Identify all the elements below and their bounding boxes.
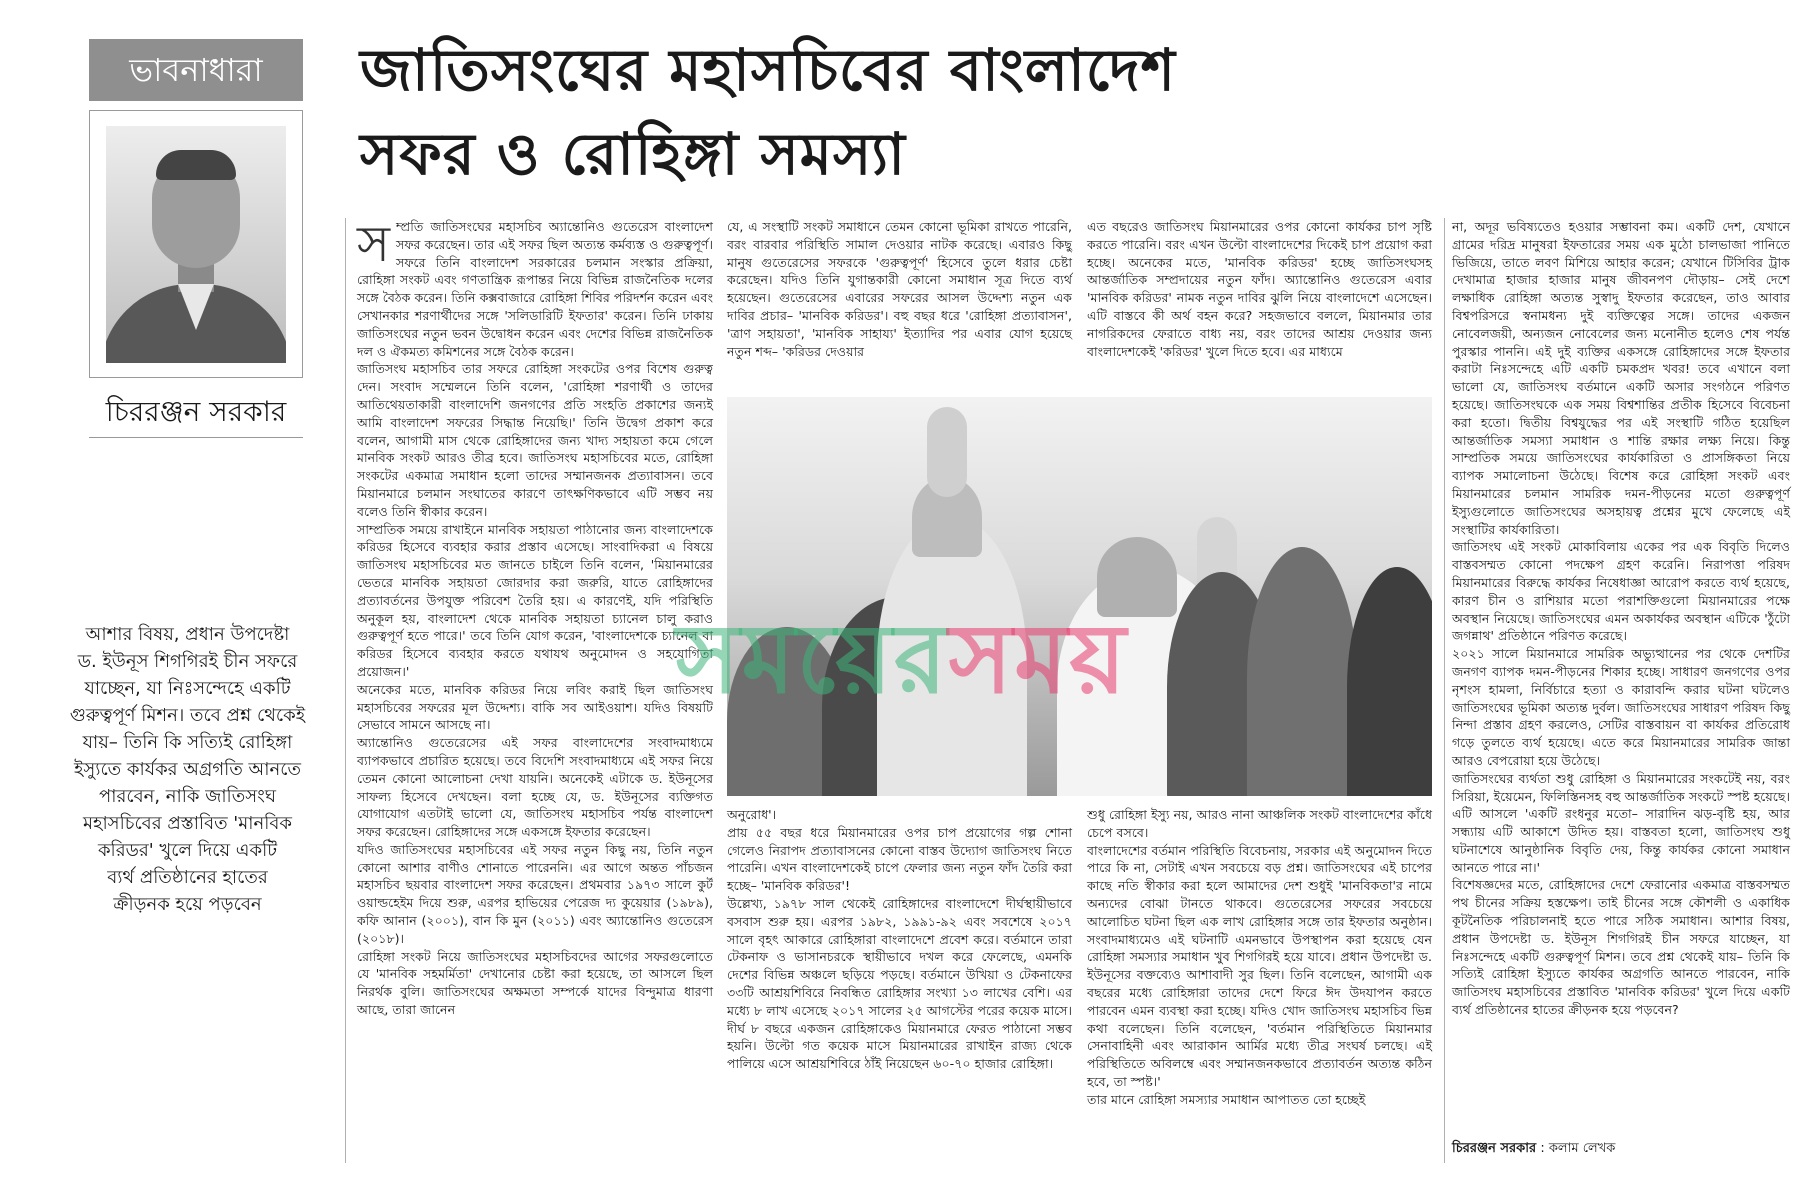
pull-quote [60,621,315,918]
pull-quote-line: মহাসচিবের প্রস্তাবিত 'মানবিক [83,813,292,834]
paragraph: এত বছরেও জাতিসংঘ মিয়ানমারের ওপর কোনো কার্যকর চাপ সৃষ্টি করতে পারেনি। বরং এখন উল্টো বাংলাদেশের দিকেই চাপ প্রয়োগ করা হচ্ছে। অনেকের মতে, 'মানবিক করিডর' হচ্ছে জাতিসংঘসহ আন্তর্জাতিক সম্প্রদায়ের নতুন ফাঁদ। অ্যান্তোনিও গুতেরেস এবার 'মানবিক করিডর' নামক নতুন দাবির ঝুলি নিয়ে বাংলাদেশে এসেছেন। এটি বাস্তবে কী অর্থ বহন করে? সহজভাবে বললে, মিয়ানমার তার নাগরিকদের ফেরাতে বাধ্য নয়, বরং তাদের আশ্রয় দেওয়ার জন্য বাংলাদেশকেই 'করিডর' খুলে দিতে হবে। এর মাধ্যমে [1087,219,1432,359]
pull-quote-line: যায়– তিনি কি সত্যিই রোহিঙ্গা [82,732,293,753]
paragraph: যে, এ সংস্থাটি সংকট সমাধানে তেমন কোনো ভূমিকা রাখতে পারেনি, বরং বারবার পরিস্থিতি সামাল দেওয়ার নাটক করেছে। এবারও কিছু মানুষ গুতেরেসের সফরকে 'গুরুত্বপূর্ণ' হিসেবে তুলে ধরার চেষ্টা করেছেন। যদিও তিনি যুগান্তকারী কোনো সমাধান সূত্র দিতে ব্যর্থ হয়েছেন। গুতেরেসের এবারের সফরের আসল উদ্দেশ্য নতুন এক দাবির প্রচার– 'মানবিক করিডর'। বহু বছর ধরে 'রোহিঙ্গা প্রত্যাবাসন', 'ত্রাণ সহায়তা', 'মানবিক সাহায্য' ইত্যাদির পর এবার যোগ হয়েছে নতুন শব্দ– 'করিডর দেওয়ার [727,219,1072,359]
paragraph: জাতিসংঘের ব্যর্থতা শুধু রোহিঙ্গা ও মিয়ানমারের সংকটেই নয়, বরং সিরিয়া, ইয়েমেন, ফিলিস্তিনসহ বহু আন্তর্জাতিক সংকটে স্পষ্ট হয়েছে। এটি আসলে 'একটি রংধনুর মতো– সারাদিন ঝড়-বৃষ্টি হয়, আর সন্ধ্যায় এটি আকাশে উদিত হয়। বাস্তবতা হলো, জাতিসংঘ শুধু ঘটনাশেষে আনুষ্ঠানিক বিবৃতি দেয়, কিন্তু কার্যকর কোনো সমাধান আনতে পারে না।' [1452,770,1790,875]
paragraph: অনুরোধ'। [727,807,777,822]
paragraph: প্রায় ৫৫ বছর ধরে মিয়ানমারের ওপর চাপ প্রয়োগের গল্প শোনা গেলেও নিরাপদ প্রত্যাবাসনের কোনো বাস্তব উদ্যোগ জাতিসংঘ নিতে পারেনি। এখন বাংলাদেশকেই চাপে ফেলার জন্য নতুন ফাঁদ তৈরি করা হচ্ছে– 'মানবিক করিডর'! [727,824,1072,894]
paragraph: জাতিসংঘ এই সংকট মোকাবিলায় একের পর এক বিবৃতি দিলেও বাস্তবসম্মত কোনো পদক্ষেপ গ্রহণ করেনি। নিরাপত্তা পরিষদ মিয়ানমারের বিরুদ্ধে কার্যকর নিষেধাজ্ঞা আরোপ করতে ব্যর্থ হয়েছে, কারণ চীন ও রাশিয়ার মতো পরাশক্তিগুলো মিয়ানমারের পক্ষে অবস্থান নিয়েছে। জাতিসংঘের এমন অকার্যকর অবস্থান এটিকে 'ঠুঁটো জগন্নাথ' প্রতিষ্ঠানে পরিণত করেছে। [1452,539,1790,644]
paragraph: শুধু রোহিঙ্গা ইস্যু নয়, আরও নানা আঞ্চলিক সংকট বাংলাদেশের কাঁধে চেপে বসবে। [1087,807,1432,840]
paragraph: অ্যান্তোনিও গুতেরেসের এই সফর বাংলাদেশের সংবাদমাধ্যমে ব্যাপকভাবে প্রচারিত হয়েছে। তবে বিদেশি সংবাদমাধ্যমে এই সফর নিয়ে তেমন কোনো আলোচনা দেখা যায়নি। অনেকেই এটাকে ড. ইউনূসের সাফল্য হিসেবে দেখছেন। বলা হচ্ছে যে, ড. ইউনূসের ব্যক্তিগত যোগাযোগ এতটাই ভালো যে, জাতিসংঘ মহাসচিব পর্যন্ত বাংলাদেশ সফর করেছেন। রোহিঙ্গাদের সঙ্গে একসঙ্গে ইফতার করেছেন। [357,735,713,840]
pull-quote-line: ইস্যুতে কার্যকর অগ্রগতি আনতে [73,759,302,780]
pull-quote-line: ড. ইউনূস শিগগিরই চীন সফরে [77,651,298,672]
paragraph: বাংলাদেশের বর্তমান পরিস্থিতি বিবেচনায়, সরকার এই অনুমোদন দিতে পারে কি না, সেটাই এখন সবচেয়ে বড় প্রশ্ন। জাতিসংঘের এই চাপের কাছে নতি স্বীকার করা হলে আমাদের দেশ শুধুই 'মানবিকতা'র নামে অন্যদের বোঝা টানতে থাকবে। গুতেরেসের সফরের সবচেয়ে আলোচিত ঘটনা ছিল এক লাখ রোহিঙ্গার সঙ্গে তার ইফতার অনুষ্ঠান। সংবাদমাধ্যমেও এই ঘটনাটি এমনভাবে উপস্থাপন করা হয়েছে যেন রোহিঙ্গা সমস্যার সমাধান খুব শিগগিরই হয়ে যাবে। প্রধান উপদেষ্টা ড. ইউনূসের বক্তব্যেও আশাবাদী সুর ছিল। তিনি বলেছেন, আগামী এক বছরের মধ্যে রোহিঙ্গারা তাদের দেশে ফিরে ঈদ উদযাপন করতে পারবেন এমন ব্যবস্থা করা হচ্ছে। যদিও খোদ জাতিসংঘ মহাসচিব ভিন্ন কথা বলেছেন। তিনি বলেছেন, 'বর্তমান পরিস্থিতিতে মিয়ানমার সেনাবাহিনী এবং আরাকান আর্মির মধ্যে তীব্র সংঘর্ষ চলছে। এই পরিস্থিতিতে অবিলম্বে এবং সম্মানজনকভাবে প্রত্যাবর্তন অত্যন্ত কঠিন হবে, তা স্পষ্ট।' [1087,842,1432,1089]
pull-quote-line: ক্রীড়নক হয়ে পড়বেন [113,894,262,915]
drop-cap: স [357,215,391,273]
signoff-role: : কলাম লেখক [1540,1141,1616,1156]
paragraph: অনেকের মতে, মানবিক করিডর নিয়ে লবিং করাই ছিল জাতিসংঘ মহাসচিবের সফরের মূল উদ্দেশ্য। বাকি সব আইওয়াশ। যদিও বিষয়টি সেভাবে সামনে আসছে না। [357,681,713,733]
newspaper-watermark [472,585,1332,746]
paragraph: উল্লেখ্য, ১৯৭৮ সাল থেকেই রোহিঙ্গাদের বাংলাদেশে দীর্ঘস্থায়ীভাবে বসবাস শুরু হয়। এরপর ১৯৮২, ১৯৯১-৯২ এবং সবশেষে ২০১৭ সালে বৃহৎ আকারে রোহিঙ্গারা বাংলাদেশে প্রবেশ করে। বর্তমানে তারা টেকনাফ ও ভাসানচরকে স্থায়ীভাবে দখল করে ফেলেছে, এমনকি দেশের বিভিন্ন অঞ্চলে ছড়িয়ে পড়ছে। বর্তমানে উখিয়া ও টেকনাফের ৩৩টি আশ্রয়শিবিরে নিবন্ধিত রোহিঙ্গার সংখ্যা ১৩ লাখের বেশি। এর মধ্যে ৮ লাখ এসেছে ২০১৭ সালের ২৫ আগস্টের পরের কয়েক মাসে। দীর্ঘ ৮ বছরে একজন রোহিঙ্গাকেও মিয়ানমারে ফেরত পাঠানো সম্ভব হয়নি। উল্টো গত কয়েক মাসে মিয়ানমারের রাখাইন রাজ্য থেকে পালিয়ে এসে আশ্রয়শিবিরে ঠাঁই নিয়েছেন ৬০-৭০ হাজার রোহিঙ্গা। [727,895,1072,1072]
author-photo-frame [89,110,303,378]
column-rule [345,218,346,1163]
signoff-name: চিররঞ্জন সরকার [1452,1141,1537,1156]
headline [360,28,1370,196]
paragraph: যদিও জাতিসংঘের মহাসচিবের এই সফর নতুন কিছু নয়, তিনি নতুন কোনো আশার বাণীও শোনাতে পারেননি। এর আগে অন্তত পাঁচজন মহাসচিব ছয়বার বাংলাদেশ সফর করেছেন। প্রথমবার ১৯৭৩ সালে কুর্ট ওয়াল্ডহেইম দিয়ে শুরু, এরপর হাভিয়ের পেরেজ দ্য কুয়েয়ার (১৯৮৯), কফি আনান (২০০১), বান কি মুন (২০১১) এবং অ্যান্তোনিও গুতেরেস (২০১৮)। [357,841,713,946]
headline-line-1: জাতিসংঘের মহাসচিবের বাংলাদেশ [360,36,1176,104]
author-name: চিররঞ্জন সরকার [105,395,287,428]
paragraph: ২০২১ সালে মিয়ানমারে সামরিক অভ্যুত্থানের পর থেকে দেশটির জনগণ ব্যাপক দমন-পীড়নের শিকার হচ্ছে। সাধারণ জনগণের ওপর নৃশংস হামলা, নির্বিচারে হত্যা ও কারাবন্দি করার ঘটনা ঘটলেও জাতিসংঘের ভূমিকা অত্যন্ত দুর্বল। জাতিসংঘের সাধারণ পরিষদ কিছু নিন্দা প্রস্তাব গ্রহণ করলেও, সেটির বাস্তবায়ন বা কার্যকর প্রতিরোধ গড়ে তুলতে ব্যর্থ হয়েছে। এতে করে মিয়ানমারের সামরিক জান্তা আরও বেপরোয়া হয়ে উঠেছে। [1452,646,1790,768]
article-column-3-top [1087,218,1432,360]
column-rule [1444,218,1445,1163]
pull-quote-line: ব্যর্থ প্রতিষ্ঠানের হাতের [107,867,268,888]
paragraph: বিশেষজ্ঞদের মতে, রোহিঙ্গাদের দেশে ফেরানোর একমাত্র বাস্তবসম্মত পথ চীনের সক্রিয় হস্তক্ষেপ। তাই চীনের সঙ্গে কৌশলী ও একাধিক কূটনৈতিক পরিচালনাই হতে পারে সঠিক সমাধান। আশার বিষয়, প্রধান উপদেষ্টা ড. ইউনূস শিগগিরই চীন সফরে যাচ্ছেন, যা নিঃসন্দেহে একটি গুরুত্বপূর্ণ মিশন। তবে প্রশ্ন থেকেই যায়– তিনি কি সত্যিই রোহিঙ্গা ইস্যুতে কার্যকর অগ্রগতি আনতে পারবেন, নাকি জাতিসংঘ মহাসচিবের প্রস্তাবিত 'মানবিক করিডর' খুলে দিয়ে একটি ব্যর্থ প্রতিষ্ঠানের হাতের ক্রীড়নক হয়ে পড়বেন? [1452,877,1790,1018]
paragraph: জাতিসংঘ মহাসচিব তার সফরে রোহিঙ্গা সংকটের ওপর বিশেষ গুরুত্ব দেন। সংবাদ সম্মেলনে তিনি বলেন, 'রোহিঙ্গা শরণার্থী ও তাদের আতিথেয়তাকারী বাংলাদেশি জনগণের প্রতি সংহতি প্রকাশের জন্যই আমি বাংলাদেশ সফরের সিদ্ধান্ত নিয়েছি।' তিনি উদ্বেগ প্রকাশ করে বলেন, আগামী মাস থেকে রোহিঙ্গাদের জন্য খাদ্য সহায়তা কমে গেলে মানবিক সংকট আরও তীব্র হবে। জাতিসংঘ মহাসচিবের মতে, রোহিঙ্গা সংকটের একমাত্র সমাধান হলো তাদের সম্মানজনক প্রত্যাবাসন। তবে মিয়ানমারে চলমান সংঘাতের কারণে তাৎক্ষণিকভাবে এটি সম্ভব নয় বলেও তিনি স্বীকার করেন। [357,361,713,519]
section-tag: ভাবনাধারা [89,39,303,101]
paragraph: তার মানে রোহিঙ্গা সমস্যার সমাধান আপাতত তো হচ্ছেই [1087,1091,1366,1107]
pull-quote-line: পারবেন, নাকি জাতিসংঘ [99,786,276,807]
pull-quote-line: যাচ্ছেন, যা নিঃসন্দেহে একটি [84,678,291,699]
pull-quote-line: করিডর' খুলে দিয়ে একটি [97,840,278,861]
pull-quote-line: আশার বিষয়, প্রধান উপদেষ্টা [85,624,290,645]
paragraph: সাম্প্রতিক সময়ে রাখাইনে মানবিক সহায়তা পাঠানোর জন্য বাংলাদেশকে করিডর হিসেবে ব্যবহার করার প্রস্তাব এসেছে। সাংবাদিকরা এ বিষয়ে জাতিসংঘ মহাসচিবের মত জানতে চাইলে তিনি বলেন, 'মিয়ানমারের ভেতরে মানবিক সহায়তা জোরদার করা জরুরি, যাতে রোহিঙ্গাদের প্রত্যাবর্তনের উপযুক্ত পরিবেশ তৈরি হয়। এ কারণেই, যদি পরিস্থিতি অনুকূল হয়, বাংলাদেশ থেকে মানবিক সহায়তা চ্যানেল চালু করাও গুরুত্বপূর্ণ হতে পারে।' তবে তিনি যোগ করেন, 'বাংলাদেশকে চ্যানেল বা করিডর হিসেবে ব্যবহার করতে যথাযথ অনুমোদন ও সহযোগিতা প্রয়োজন।' [357,521,713,679]
article-column-2-top [727,218,1072,360]
article-column-4 [1452,218,1790,1019]
author-photo [106,126,286,363]
paragraph: রোহিঙ্গা সংকট নিয়ে জাতিসংঘের মহাসচিবদের আগের সফরগুলোতে যে 'মানবিক সহমর্মিতা' দেখানোর চেষ্টা করা হয়েছে, তা আসলে ছিল নিরর্থক বুলি। জাতিসংঘের অক্ষমতা সম্পর্কে যাদের বিন্দুমাত্র ধারণা আছে, তারা জানেন [357,948,713,1018]
paragraph: ম্প্রতি জাতিসংঘের মহাসচিব অ্যান্তোনিও গুতেরেস বাংলাদেশ সফর করেছেন। তার এই সফর ছিল অত্যন্ত কর্মব্যস্ত ও গুরুত্বপূর্ণ। সফরে তিনি বাংলাদেশ সরকারের চলমান সংস্কার প্রক্রিয়া, রোহিঙ্গা সংকট এবং গণতান্ত্রিক রূপান্তর নিয়ে বিভিন্ন রাজনৈতিক দলের সঙ্গে বৈঠক করেন। তিনি কক্সবাজারে রোহিঙ্গা শিবির পরিদর্শন করেন এবং সেখানকার শরণার্থীদের সঙ্গে 'সলিডারিটি ইফতার' করেন। তিনি ঢাকায় জাতিসংঘের নতুন ভবন উদ্বোধন করেন এবং দেশের বিভিন্ন রাজনৈতিক দল ও ঐকমত্য কমিশনের সঙ্গে বৈঠক করেন। [357,219,713,359]
article-column-3-bottom [1087,806,1432,1109]
pull-quote-line: গুরুত্বপূর্ণ মিশন। তবে প্রশ্ন থেকেই [69,705,306,726]
article-column-2-bottom [727,806,1072,1073]
headline-line-2: সফর ও রোহিঙ্গা সমস্যা [360,120,906,188]
divider [89,437,303,438]
author-signoff [1452,1139,1615,1160]
paragraph: না, অদূর ভবিষ্যতেও হওয়ার সম্ভাবনা কম। একটি দেশ, যেখানে গ্রামের দরিদ্র মানুষরা ইফতারের সময় এক মুঠো চালভাজা পানিতে ভিজিয়ে, তাতে লবণ মিশিয়ে আহার করেন; যেখানে টিসিবির ট্রাক দেখামাত্র হাজার হাজার মানুষ জীবনপণ দৌড়ায়– সেই দেশে লক্ষাধিক রোহিঙ্গা অত্যন্ত সুস্বাদু ইফতার করেছেন, তাও আবার বিশ্বপরিসরে স্বনামধন্য দুই ব্যক্তিত্বের সঙ্গে। তাদের একজন নোবেলজয়ী, অন্যজন নোবেলের জন্য মনোনীত হলেও শেষ পর্যন্ত পুরস্কার পাননি। এই দুই ব্যক্তির একসঙ্গে রোহিঙ্গাদের সঙ্গে ইফতার করাটা নিঃসন্দেহে এটি একটি চমকপ্রদ খবর! তবে এখানে বলা ভালো যে, জাতিসংঘ বর্তমানে একটি অসার সংগঠনে পরিণত হয়েছে। জাতিসংঘকে এক সময় বিশ্বশান্তির প্রতীক হিসেবে বিবেচনা করা হতো। দ্বিতীয় বিশ্বযুদ্ধের পর এই সংস্থাটি গঠিত হয়েছিল আন্তর্জাতিক সমস্যা সমাধান ও শান্তি রক্ষার লক্ষ্য নিয়ে। কিন্তু সাম্প্রতিক সময়ে জাতিসংঘের কার্যকারিতা ও প্রাসঙ্গিকতা নিয়ে ব্যাপক সমালোচনা উঠেছে। বিশেষ করে রোহিঙ্গা সংকট এবং মিয়ানমারের চলমান সামরিক দমন-পীড়নের মতো গুরুত্বপূর্ণ ইস্যুগুলোতে জাতিসংঘের অসহায়ত্ব প্রশ্নের মুখে ফেলেছে এই সংস্থাটির কার্যকারিতা। [1452,219,1790,537]
watermark-part-1: সময়ের [676,602,949,715]
watermark-part-2: সময় [948,602,1128,715]
